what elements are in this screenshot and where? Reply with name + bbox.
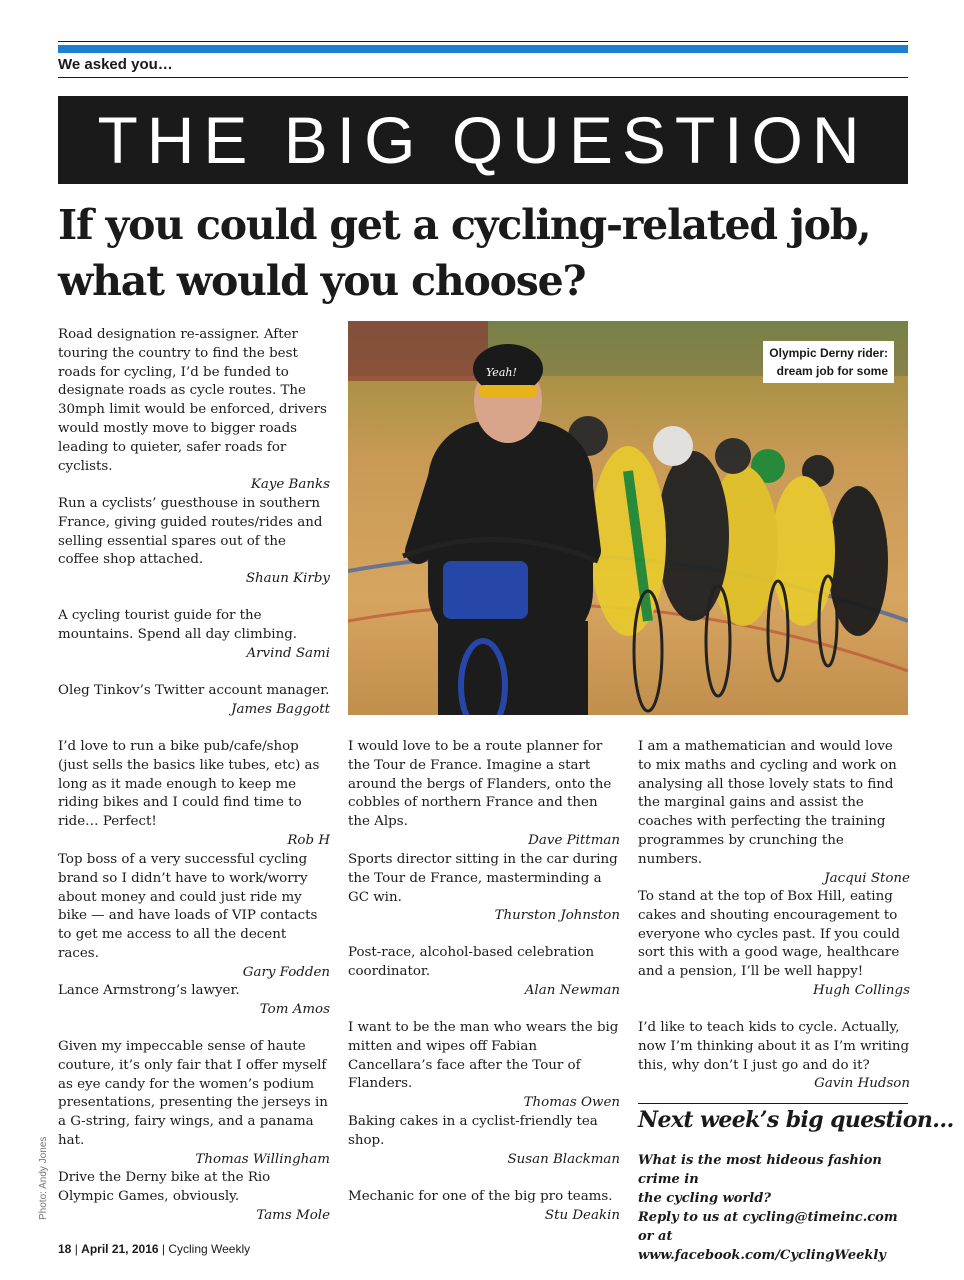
footer-separator: | [161, 1242, 169, 1256]
answer-entry [58, 326, 330, 495]
top-rule [58, 41, 908, 42]
answer-entry [348, 851, 620, 926]
answer-entry [348, 1019, 620, 1113]
photo-credit: Photo: Andy Jones [38, 1136, 49, 1220]
next-week-question [638, 1151, 910, 1265]
answer-text: A cycling tourist guide for the mountains. Spend all day climbing. [58, 608, 298, 642]
answer-text: Drive the Derny bike at the Rio Olympic Games, obviously. [58, 1170, 271, 1204]
footer-separator: | [74, 1242, 82, 1256]
answer-author: Dave Pittman [528, 832, 620, 848]
answer-text: I want to be the man who wears the big mitten and wipes off Fabian Cancellara’s face after the Tour of Flanders. [348, 1020, 619, 1092]
answer-author: Thomas Willingham [195, 1151, 330, 1167]
answer-author: Gavin Hudson [814, 1076, 910, 1092]
answer-author: Tams Mole [256, 1207, 330, 1223]
answer-text: I’d like to teach kids to cycle. Actually, now I’m thinking about it as I’m writing this, why don’t I just go and do it? [638, 1020, 910, 1073]
answer-entry [348, 1113, 620, 1169]
page-number: 18 [58, 1242, 72, 1256]
answer-entry [58, 738, 330, 851]
answer-author: Thomas Owen [523, 1095, 620, 1111]
headline-line-2: what would you choose? [58, 257, 586, 305]
accent-bar [58, 45, 908, 53]
answer-text: I’d love to run a bike pub/cafe/shop (just sells the basics like tubes, etc) as long as it made enough to keep me riding bikes and I could find time to ride… Perfect! [58, 739, 320, 830]
answer-entry [58, 607, 330, 663]
answer-author: James Baggott [231, 701, 330, 717]
answer-entry [348, 1188, 620, 1226]
helmet-text: Yeah! [486, 366, 517, 379]
answer-entry [638, 888, 910, 1001]
derny-photo [348, 321, 908, 715]
issue-date: April 21, 2016 [81, 1242, 159, 1256]
answer-author: Kaye Banks [250, 477, 330, 493]
answer-author: Arvind Sami [246, 645, 330, 661]
answer-entry [58, 851, 330, 983]
magazine-name: Cycling Weekly [168, 1242, 251, 1256]
headline-line-1: If you could get a cycling-related job, [58, 201, 871, 249]
answer-author: Thurston Johnston [494, 908, 620, 924]
answer-entry [58, 495, 330, 589]
answer-text: Mechanic for one of the big pro teams. [348, 1189, 613, 1204]
answer-text: Run a cyclists’ guesthouse in southern France, giving guided routes/rides and selling essential spares out of the coffee shop attached. [58, 496, 323, 568]
answer-entry [348, 738, 620, 851]
answer-entry [58, 682, 330, 720]
answer-entry [58, 1038, 330, 1170]
answer-text: Lance Armstrong’s lawyer. [58, 983, 240, 998]
answer-text: Baking cakes in a cyclist-friendly tea shop. [348, 1114, 598, 1148]
answer-author: Shaun Kirby [245, 571, 330, 587]
next-week-line-1: What is the most hideous fashion crime in [638, 1153, 882, 1187]
answer-text: Top boss of a very successful cycling brand so I didn’t have to work/worry about money and could just ride my bike — and have loads of VIP contacts to get me access to all the decent races. [58, 852, 318, 961]
answer-text: To stand at the top of Box Hill, eating cakes and shouting encouragement to everyone who cycles past. If you could sort this with a good wage, healthcare and a pension, I’ll be well happy! [638, 889, 900, 980]
answer-author: Rob H [287, 832, 330, 848]
answer-text: Road designation re-assigner. After touring the country to find the best roads for cycling, I’d be funded to designate roads as cycle routes. The 30mph limit would be enforced, drivers would mostly move to bigger roads leading to quieter, safer roads for cyclists. [58, 327, 327, 474]
next-week-line-2: the cycling world? [638, 1191, 771, 1206]
answer-entry [638, 1019, 910, 1094]
next-week-line-4: www.facebook.com/CyclingWeekly [638, 1248, 886, 1263]
caption-line-2: dream job for some [776, 364, 888, 378]
section-label: We asked you… [58, 56, 173, 73]
section-rule [58, 77, 908, 78]
answer-author: Susan Blackman [507, 1151, 620, 1167]
next-week-line-3: Reply to us at cycling@timeinc.com or at [638, 1210, 898, 1244]
answer-author: Alan Newman [524, 982, 620, 998]
answer-text: Given my impeccable sense of haute couture, it’s only fair that I offer myself as eye candy for the women’s podium presentations, presenting the jerseys in a G-string, fairy wings, and a panama hat. [58, 1039, 328, 1148]
caption-line-1: Olympic Derny rider: [769, 346, 888, 360]
answer-entry [58, 982, 330, 1020]
answer-text: Sports director sitting in the car during the Tour de France, masterminding a GC win. [348, 852, 618, 905]
answer-text: I am a mathematician and would love to mix maths and cycling and work on analysing all those lovely stats to find the marginal gains and assist the coaches with perfecting the training programmes by crunching the numbers. [638, 739, 897, 867]
headline [58, 197, 908, 309]
answer-author: Jacqui Stone [824, 870, 910, 886]
answer-text: I would love to be a route planner for the Tour de France. Imagine a start around the bergs of Flanders, onto the cobbles of northern France and then the Alps. [348, 739, 612, 830]
answer-text: Oleg Tinkov’s Twitter account manager. [58, 683, 330, 698]
photo-caption [763, 341, 894, 383]
next-week-title: Next week’s big question… [638, 1107, 954, 1133]
answer-entry [638, 738, 910, 888]
answer-author: Tom Amos [259, 1001, 330, 1017]
answer-entry [58, 1169, 330, 1225]
answer-author: Stu Deakin [544, 1207, 620, 1223]
answer-text: Post-race, alcohol-based celebration coordinator. [348, 945, 595, 979]
banner-title: THE BIG QUESTION [58, 96, 908, 184]
answer-author: Gary Fodden [242, 964, 330, 980]
page-footer [58, 1242, 250, 1256]
answer-entry [348, 944, 620, 1000]
answer-author: Hugh Collings [813, 982, 910, 998]
